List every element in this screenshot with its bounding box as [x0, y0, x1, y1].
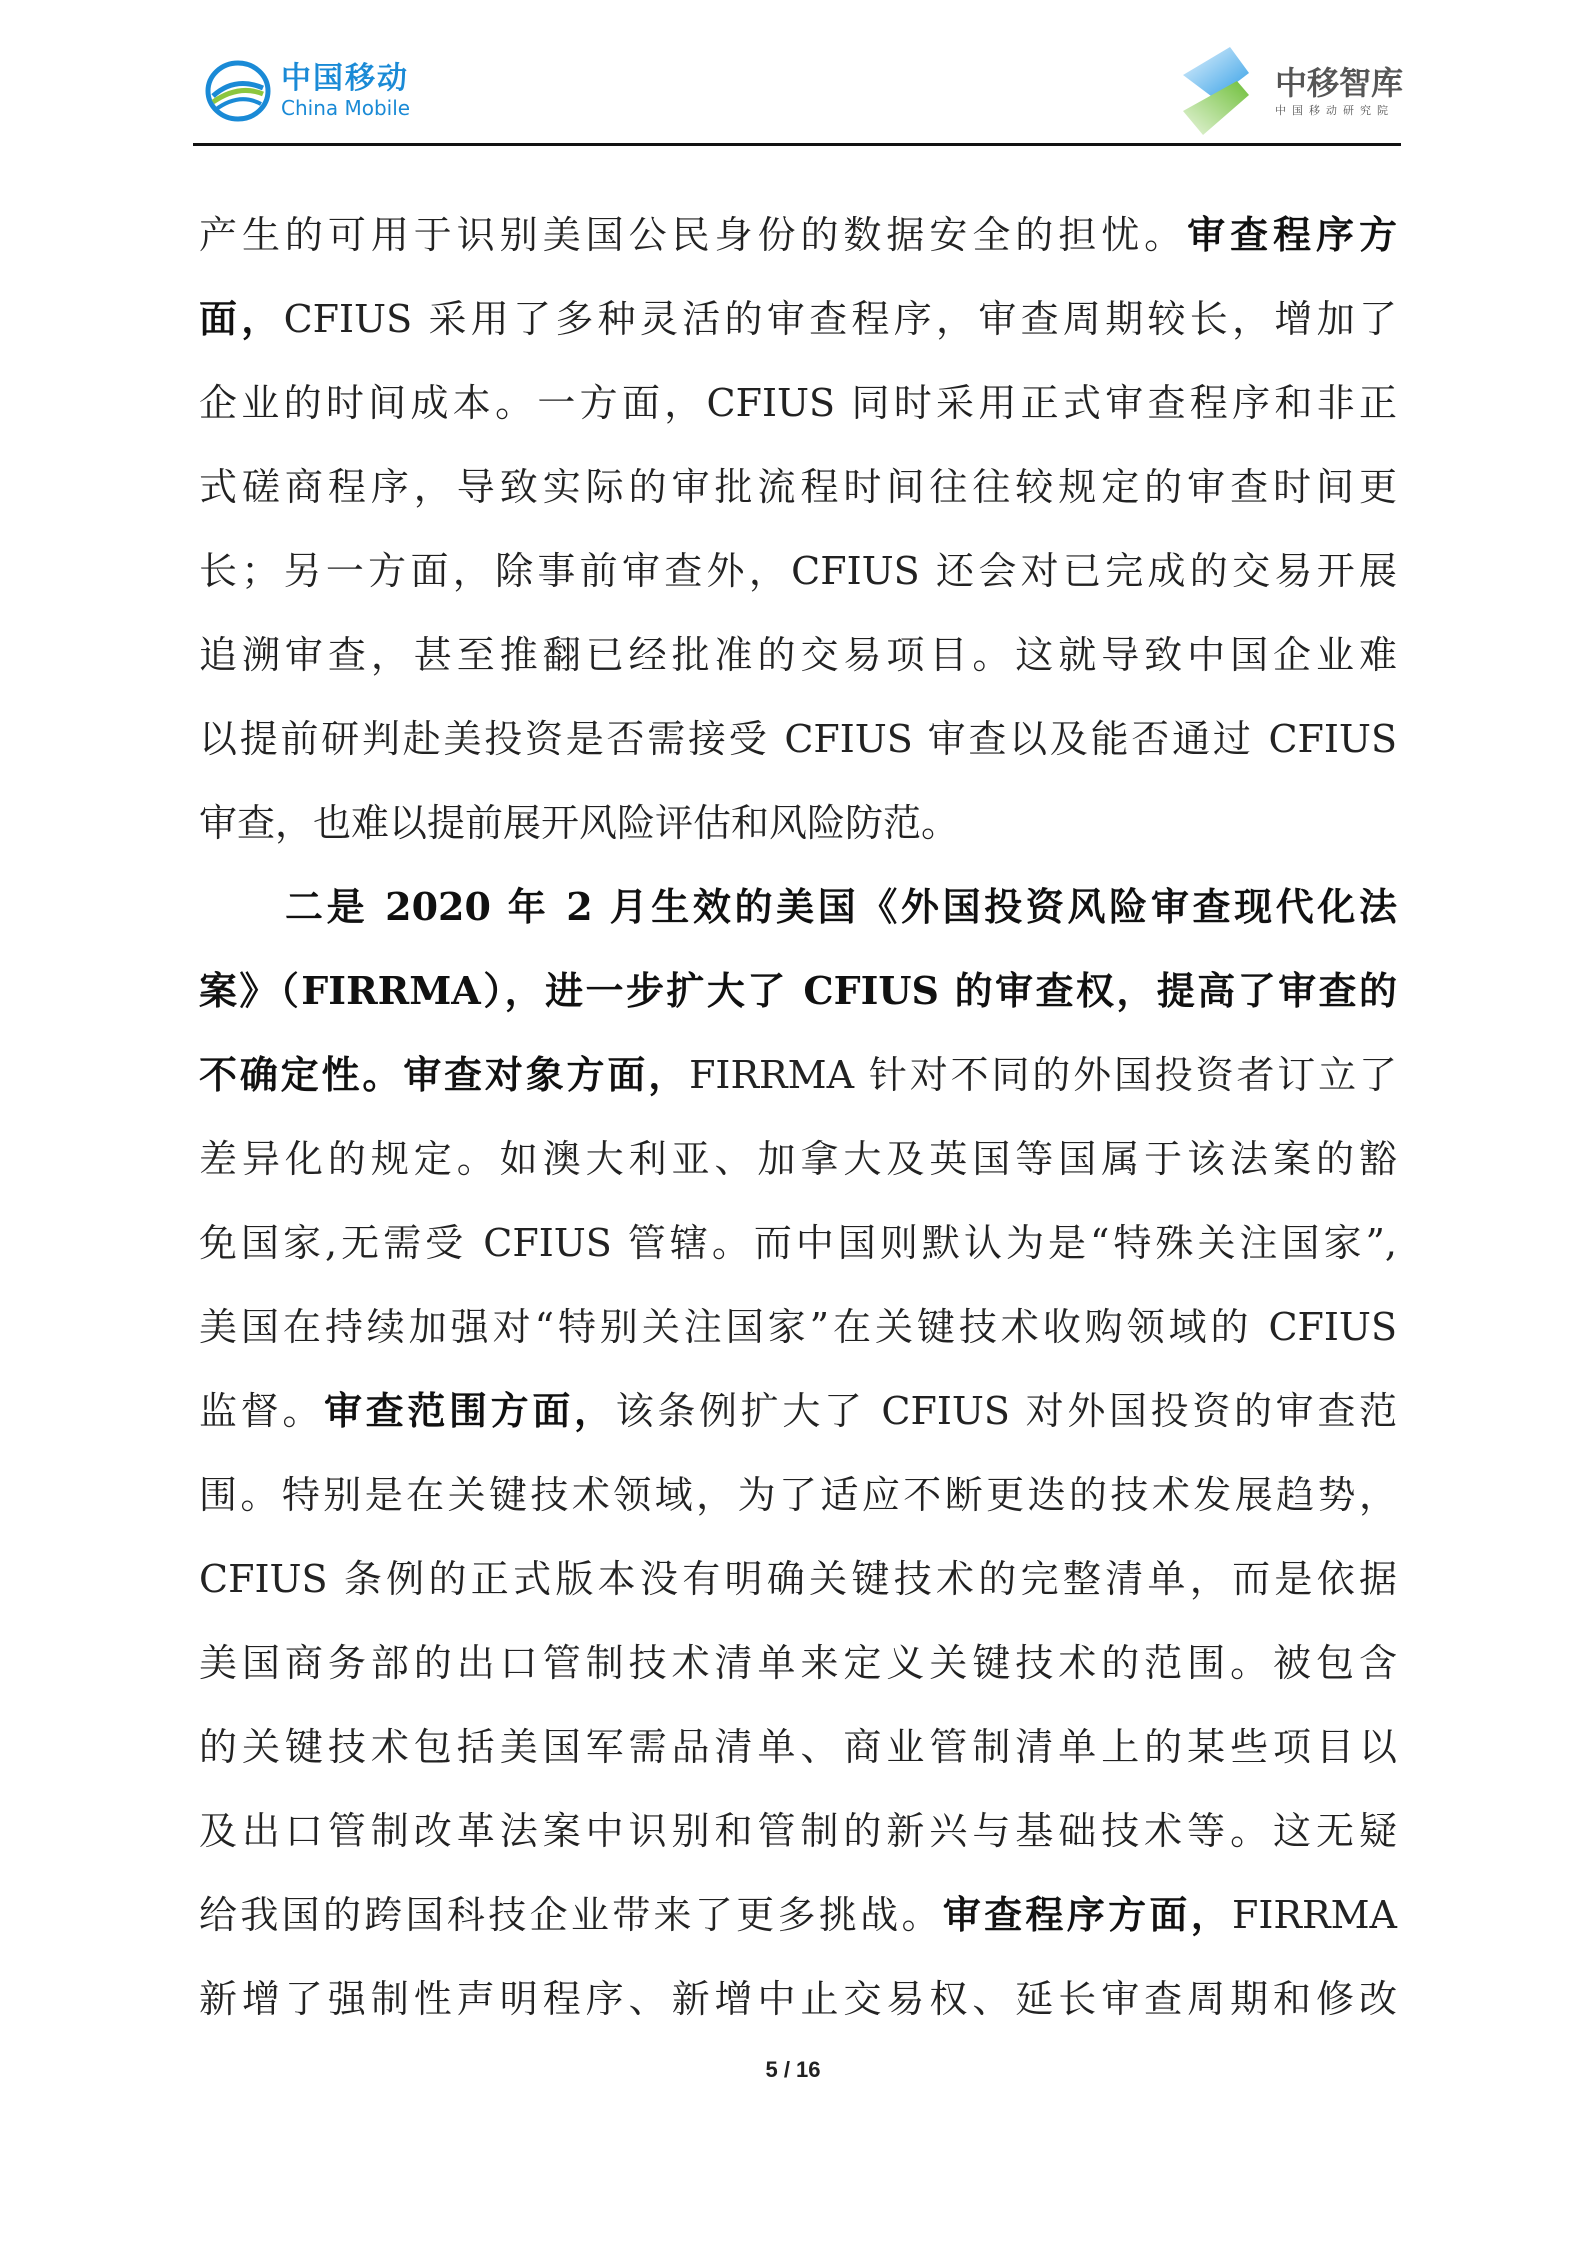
text-line: [199, 1369, 1397, 1453]
text-line: [199, 361, 1397, 445]
text-segment: 监督。: [199, 1389, 324, 1433]
china-mobile-logo: [205, 58, 410, 124]
text-segment: 及出口管制改革法案中识别和管制的新兴与基础技术等。这无疑: [199, 1809, 1397, 1853]
text-line: [199, 445, 1397, 529]
text-line: [199, 781, 1397, 865]
text-segment: 美国商务部的出口管制技术清单来定义关键技术的范围。被包含: [199, 1641, 1397, 1685]
text-line: [199, 1621, 1397, 1705]
text-segment: FIRRMA 针对不同的外国投资者订立了: [689, 1053, 1397, 1097]
text-segment: CFIUS 条例的正式版本没有明确关键技术的完整清单，而是依据: [199, 1557, 1397, 1601]
text-line: [199, 1285, 1397, 1369]
text-line: [199, 277, 1397, 361]
text-line: [199, 1453, 1397, 1537]
text-segment: 该条例扩大了 CFIUS 对外国投资的审查范: [615, 1389, 1397, 1433]
text-line: [199, 613, 1397, 697]
text-line: [199, 1873, 1397, 1957]
cmri-think-tank-logo: [1175, 45, 1403, 137]
bold-text: 审查程序方: [1187, 212, 1397, 257]
bold-text: 面，: [199, 296, 284, 341]
text-segment: 企业的时间成本。一方面，CFIUS 同时采用正式审查程序和非正: [199, 381, 1397, 425]
text-line: [199, 865, 1397, 949]
text-segment: 美国在持续加强对“特别关注国家”在关键技术收购领域的 CFIUS: [199, 1305, 1397, 1349]
text-segment: 式磋商程序，导致实际的审批流程时间往往较规定的审查时间更: [199, 465, 1397, 509]
text-line: [199, 1201, 1397, 1285]
text-segment: CFIUS 采用了多种灵活的审查程序，审查周期较长，增加了: [283, 297, 1397, 341]
text-line: [199, 697, 1397, 781]
text-segment: 产生的可用于识别美国公民身份的数据安全的担忧。: [199, 213, 1188, 257]
text-segment: 给我国的跨国科技企业带来了更多挑战。: [199, 1893, 943, 1937]
think-tank-subtitle: 中国移动研究院: [1275, 104, 1394, 117]
china-mobile-en: China Mobile: [281, 96, 411, 120]
text-line: [199, 1957, 1397, 2041]
text-segment: 审查，也难以提前展开风险评估和风险防范。: [199, 801, 960, 845]
bold-text: 审查范围方面，: [324, 1388, 616, 1433]
bold-text: 不确定性。审查对象方面，: [199, 1052, 690, 1097]
text-line: [199, 1705, 1397, 1789]
page-number: 5 / 16: [765, 2057, 821, 2082]
text-segment: 差异化的规定。如澳大利亚、加拿大及英国等国属于该法案的豁: [199, 1137, 1397, 1181]
text-segment: 长；另一方面，除事前审查外，CFIUS 还会对已完成的交易开展: [199, 549, 1397, 593]
document-body: [199, 193, 1397, 2041]
china-mobile-cn: 中国移动: [281, 61, 409, 96]
text-segment: 围。特别是在关键技术领域，为了适应不断更迭的技术发展趋势，: [199, 1473, 1397, 1517]
text-segment: 免国家,无需受 CFIUS 管辖。而中国则默认为是“特殊关注国家”,: [199, 1221, 1397, 1265]
text-segment: FIRRMA: [1232, 1893, 1397, 1937]
think-tank-name: 中移智库: [1275, 64, 1404, 102]
text-line: [199, 1033, 1397, 1117]
text-line: [199, 529, 1397, 613]
text-segment: 追溯审查，甚至推翻已经批准的交易项目。这就导致中国企业难: [199, 633, 1397, 677]
header-divider: [193, 143, 1401, 146]
text-segment: 的关键技术包括美国军需品清单、商业管制清单上的某些项目以: [199, 1725, 1397, 1769]
text-segment: 以提前研判赴美投资是否需接受 CFIUS 审查以及能否通过 CFIUS: [199, 717, 1397, 761]
text-segment: 新增了强制性声明程序、新增中止交易权、延长审查周期和修改: [199, 1977, 1397, 2021]
text-line: [199, 193, 1397, 277]
bold-text: 案》（FIRRMA），进一步扩大了 CFIUS 的审查权，提高了审查的: [199, 968, 1397, 1013]
text-line: [199, 1117, 1397, 1201]
bold-text: 审查程序方面，: [942, 1892, 1233, 1937]
text-line: [199, 1789, 1397, 1873]
china-mobile-logo-icon: [205, 58, 271, 124]
text-line: [199, 949, 1397, 1033]
bold-text: 二是 2020 年 2 月生效的美国《外国投资风险审查现代化法: [285, 884, 1397, 929]
text-line: [199, 1537, 1397, 1621]
think-tank-logo-icon: [1175, 45, 1255, 137]
